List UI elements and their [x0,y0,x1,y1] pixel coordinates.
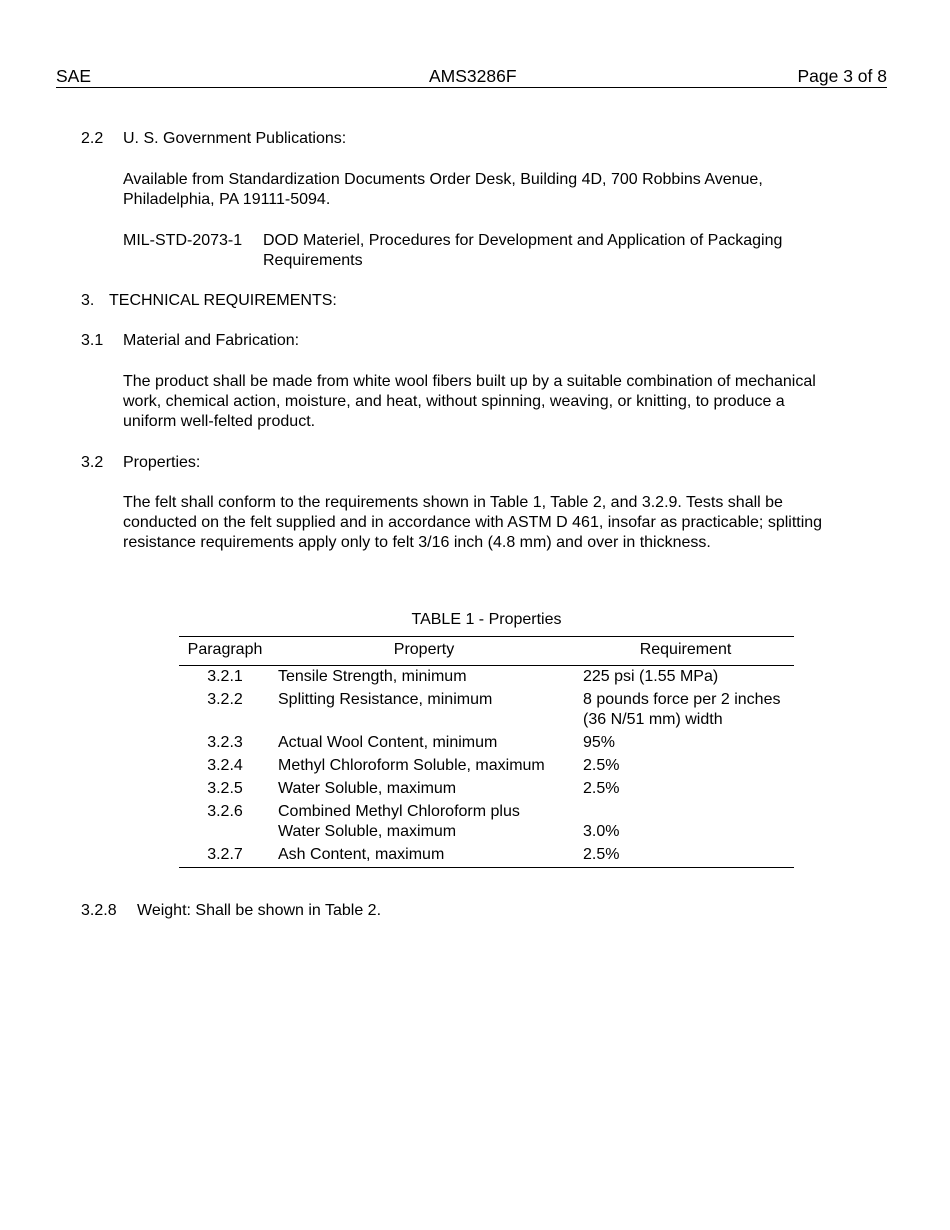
section-3-2-para-line: resistance requirements apply only to felt 3/16 inch (4.8 mm) and over in thickness. [123,534,711,551]
section-2-2-para-line: Available from Standardization Documents Order Desk, Building 4D, 700 Robbins Avenue, [123,171,763,188]
cell-requirement: 2.5% [583,780,620,797]
table-header-row [179,637,794,666]
table-row [179,801,794,844]
section-2-2-title: U. S. Government Publications: [123,130,347,147]
column-header-requirement: Requirement [577,637,794,666]
cell-requirement: 2.5% [583,846,620,863]
cell-requirement-line: (36 N/51 mm) width [583,711,723,728]
cell-property: Actual Wool Content, minimum [278,734,498,751]
page-header [56,66,887,88]
table-row [179,666,794,690]
cell-requirement: 95% [583,734,616,751]
section-3-2-8-number: 3.2.8 [81,902,117,919]
cell-property: Methyl Chloroform Soluble, maximum [278,757,545,774]
cell-paragraph: 3.2.4 [207,757,243,774]
table-row [179,689,794,732]
cell-requirement: 2.5% [583,757,620,774]
cell-paragraph: 3.2.2 [207,691,243,708]
section-3-1-number: 3.1 [81,332,104,349]
section-3-2-para-line: conducted on the felt supplied and in accordance with ASTM D 461, insofar as practicable; splitting [123,514,823,531]
cell-property: Ash Content, maximum [278,846,445,863]
cell-property [271,801,577,844]
section-3-1-para-line: uniform well-felted product. [123,413,316,430]
section-3-2-title: Properties: [123,454,201,471]
reference-title-line: DOD Materiel, Procedures for Development and Application of Packaging [263,232,783,249]
reference-title-line: Requirements [263,252,363,269]
section-2-2-number: 2.2 [81,130,104,147]
cell-requirement: 225 psi (1.55 MPa) [583,668,719,685]
table-row [179,732,794,755]
cell-property: Water Soluble, maximum [278,780,457,797]
section-3-title: TECHNICAL REQUIREMENTS: [109,292,337,309]
table-row [179,755,794,778]
table-row [179,778,794,801]
section-3-1-para-line: work, chemical action, moisture, and heat, without spinning, weaving, or knitting, to produce a [123,393,785,410]
section-3-number: 3. [81,292,95,309]
column-header-paragraph: Paragraph [179,637,271,666]
header-doc-id: AMS3286F [429,66,517,86]
section-3-2-number: 3.2 [81,454,104,471]
cell-paragraph: 3.2.1 [207,668,243,685]
cell-property-line: Combined Methyl Chloroform plus [278,803,520,820]
table-title: TABLE 1 - Properties [411,611,562,628]
properties-table [179,636,794,868]
cell-paragraph: 3.2.7 [207,846,243,863]
cell-property: Splitting Resistance, minimum [278,691,493,708]
section-2-2-para-line: Philadelphia, PA 19111-5094. [123,191,331,208]
reference-id: MIL-STD-2073-1 [123,232,243,249]
cell-requirement: 3.0% [583,823,620,840]
header-org: SAE [56,66,92,86]
cell-property-line: Water Soluble, maximum [278,823,457,840]
section-3-1-title: Material and Fabrication: [123,332,300,349]
section-3-1-para-line: The product shall be made from white wool fibers built up by a suitable combination of mechanical [123,373,816,390]
cell-paragraph: 3.2.5 [207,780,243,797]
cell-paragraph: 3.2.6 [207,803,243,820]
section-3-2-8-text: Weight: Shall be shown in Table 2. [137,902,382,919]
cell-requirement-line: 8 pounds force per 2 inches [583,691,781,708]
section-3-2-para-line: The felt shall conform to the requirements shown in Table 1, Table 2, and 3.2.9. Tests shall be [123,494,783,511]
cell-property: Tensile Strength, minimum [278,668,467,685]
table-row [179,844,794,868]
cell-paragraph: 3.2.3 [207,734,243,751]
column-header-property: Property [271,637,577,666]
cell-requirement [577,689,794,732]
header-page-number: Page 3 of 8 [797,66,887,86]
